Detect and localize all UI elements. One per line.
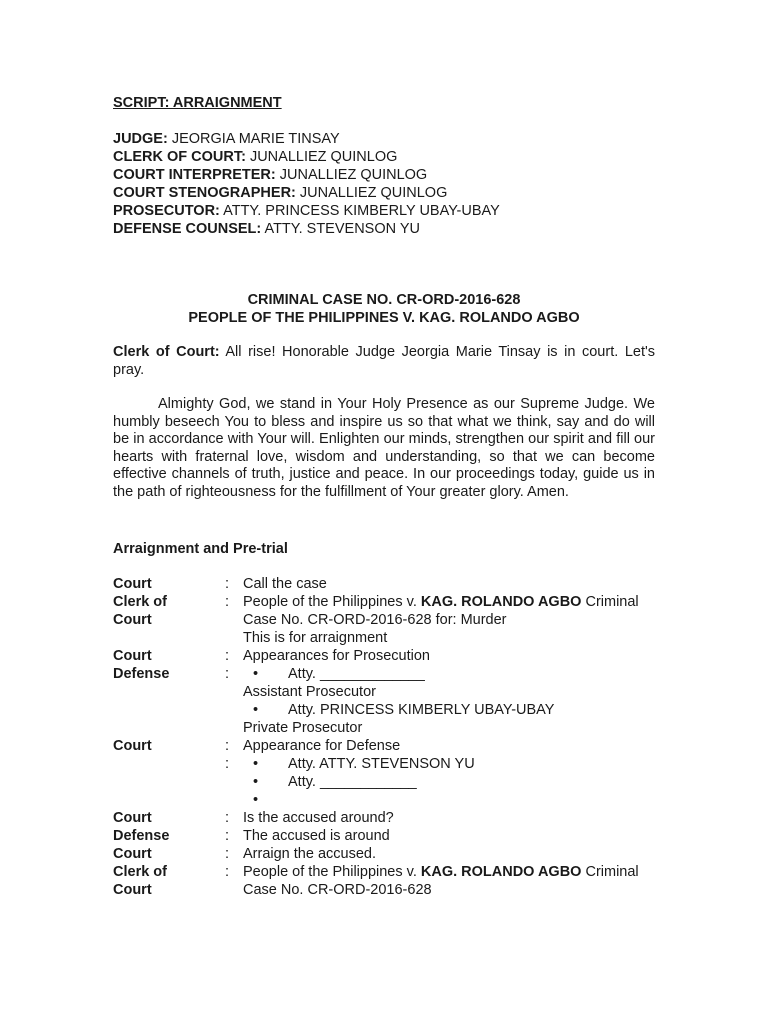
dialogue-list xyxy=(113,575,655,899)
dialogue-row xyxy=(113,719,655,737)
bullet-item xyxy=(243,701,655,719)
bullet-item xyxy=(243,665,655,683)
text-part: Criminal xyxy=(581,594,639,610)
accused-name: KAG. ROLANDO AGBO xyxy=(420,594,582,610)
text-part: People of the Philippines v. xyxy=(243,864,421,880)
line-text: Assistant Prosecutor xyxy=(243,684,376,700)
line-text xyxy=(243,791,655,809)
bullet-text: Atty. _____________ xyxy=(288,666,425,682)
colon-blank xyxy=(225,881,243,899)
speaker: Court xyxy=(113,648,152,664)
speaker: Court xyxy=(113,612,152,628)
role-label: JUDGE: xyxy=(113,131,168,147)
dialogue-row xyxy=(113,683,655,701)
speaker-blank xyxy=(113,683,225,701)
bullet-icon: • xyxy=(253,756,259,772)
line-text xyxy=(243,665,655,683)
speaker-blank xyxy=(113,773,225,791)
role-interpreter xyxy=(113,166,655,184)
colon: : xyxy=(225,846,230,862)
bullet-icon: • xyxy=(253,774,259,790)
bullet-text: Atty. ATTY. STEVENSON YU xyxy=(288,756,475,772)
speaker: Defense xyxy=(113,666,170,682)
role-judge xyxy=(113,130,655,148)
speaker: Clerk of xyxy=(113,864,167,880)
speaker: Clerk of xyxy=(113,594,167,610)
opening-text: All rise! Honorable Judge Jeorgia Marie Tinsay is in court. Let's pray. xyxy=(113,344,656,378)
script-title: SCRIPT: ARRAIGNMENT xyxy=(113,95,282,111)
line-text: Appearances for Prosecution xyxy=(243,648,430,664)
speaker: Court xyxy=(113,882,152,898)
colon-blank xyxy=(225,791,243,809)
colon: : xyxy=(225,666,230,682)
speaker-blank xyxy=(113,791,225,809)
line-text: The accused is around xyxy=(243,828,390,844)
bullet-icon: • xyxy=(253,792,259,808)
line-text xyxy=(243,773,655,791)
colon: : xyxy=(225,594,230,610)
role-clerk xyxy=(113,148,655,166)
role-label: PROSECUTOR: xyxy=(113,203,220,219)
line-text xyxy=(243,863,655,881)
speaker: Court xyxy=(113,846,152,862)
colon-blank xyxy=(225,719,243,737)
bullet-text: Atty. ____________ xyxy=(288,774,417,790)
colon: : xyxy=(225,810,230,826)
line-text: Arraign the accused. xyxy=(243,846,376,862)
role-prosecutor xyxy=(113,202,655,220)
role-label: COURT INTERPRETER: xyxy=(113,167,276,183)
document-page xyxy=(113,94,655,899)
role-value: ATTY. STEVENSON YU xyxy=(261,221,420,237)
colon: : xyxy=(225,576,230,592)
dialogue-row xyxy=(113,611,655,629)
text-part: People of the Philippines v. xyxy=(243,594,421,610)
speaker: Court xyxy=(113,576,152,592)
speaker-blank xyxy=(113,701,225,719)
colon: : xyxy=(225,738,230,754)
line-text: Is the accused around? xyxy=(243,810,394,826)
bullet-item xyxy=(243,755,655,773)
role-label: DEFENSE COUNSEL: xyxy=(113,221,262,237)
colon: : xyxy=(225,756,230,772)
case-title: PEOPLE OF THE PHILIPPINES V. KAG. ROLANDO AGBO xyxy=(188,310,580,326)
colon: : xyxy=(225,828,230,844)
speaker: Court xyxy=(113,810,152,826)
speaker-blank xyxy=(113,719,225,737)
colon: : xyxy=(225,648,230,664)
bullet-icon: • xyxy=(253,666,259,682)
speaker-blank xyxy=(113,755,225,773)
line-text xyxy=(243,701,655,719)
bullet-text: Atty. PRINCESS KIMBERLY UBAY-UBAY xyxy=(288,702,555,718)
line-text xyxy=(243,593,655,611)
colon: : xyxy=(225,864,230,880)
line-text: Call the case xyxy=(243,576,327,592)
colon-blank xyxy=(225,701,243,719)
dialogue-row xyxy=(113,863,655,881)
role-value: JUNALLIEZ QUINLOG xyxy=(245,149,398,165)
dialogue-row xyxy=(113,881,655,899)
role-stenographer xyxy=(113,184,655,202)
opening-paragraph xyxy=(113,344,655,379)
prayer-paragraph: Almighty God, we stand in Your Holy Presence as our Supreme Judge. We humbly beseech You to bless and inspire us so that what we think, say and do will be in accordance with Your will. Enlighten our minds, strengthen our spirit and fill our hearts with fraternal love, wisdom and understanding, so that we can become effective channels of truth, justice and peace. In our proceedings today, guide us in the path of righteousness for the fulfillment of Your greater glory. Amen. xyxy=(113,396,655,500)
accused-name: KAG. ROLANDO AGBO xyxy=(420,864,582,880)
dialogue-row xyxy=(113,647,655,665)
dialogue-row xyxy=(113,809,655,827)
case-heading xyxy=(113,291,655,327)
speaker-blank xyxy=(113,629,225,647)
role-value: JUNALLIEZ QUINLOG xyxy=(275,167,428,183)
dialogue-row xyxy=(113,701,655,719)
dialogue-row xyxy=(113,791,655,809)
dialogue-row xyxy=(113,593,655,611)
dialogue-row xyxy=(113,575,655,593)
colon-blank xyxy=(225,773,243,791)
speaker: Court xyxy=(113,738,152,754)
line-text: This is for arraignment xyxy=(243,630,388,646)
role-value: JUNALLIEZ QUINLOG xyxy=(295,185,448,201)
bullet-item xyxy=(243,773,655,791)
dialogue-row xyxy=(113,845,655,863)
dialogue-row xyxy=(113,755,655,773)
dialogue-row xyxy=(113,827,655,845)
role-defense xyxy=(113,220,655,238)
role-label: CLERK OF COURT: xyxy=(113,149,246,165)
colon-blank xyxy=(225,629,243,647)
colon-blank xyxy=(225,611,243,629)
opening-speaker: Clerk of Court: xyxy=(113,344,220,360)
colon-blank xyxy=(225,683,243,701)
role-label: COURT STENOGRAPHER: xyxy=(113,185,296,201)
dialogue-row xyxy=(113,665,655,683)
text-part: Criminal xyxy=(581,864,639,880)
line-text: Case No. CR-ORD-2016-628 xyxy=(243,882,432,898)
speaker: Defense xyxy=(113,828,170,844)
dialogue-row xyxy=(113,629,655,647)
bullet-item xyxy=(243,791,655,809)
dialogue-row xyxy=(113,773,655,791)
roles-list xyxy=(113,130,655,238)
bullet-icon: • xyxy=(253,702,259,718)
case-number: CRIMINAL CASE NO. CR-ORD-2016-628 xyxy=(247,292,521,308)
line-text: Private Prosecutor xyxy=(243,720,363,736)
line-text: Case No. CR-ORD-2016-628 for: Murder xyxy=(243,612,507,628)
section-title: Arraignment and Pre-trial xyxy=(113,541,288,557)
dialogue-row xyxy=(113,737,655,755)
role-value: JEORGIA MARIE TINSAY xyxy=(167,131,340,147)
line-text xyxy=(243,755,655,773)
role-value: ATTY. PRINCESS KIMBERLY UBAY-UBAY xyxy=(219,203,500,219)
line-text: Appearance for Defense xyxy=(243,738,401,754)
